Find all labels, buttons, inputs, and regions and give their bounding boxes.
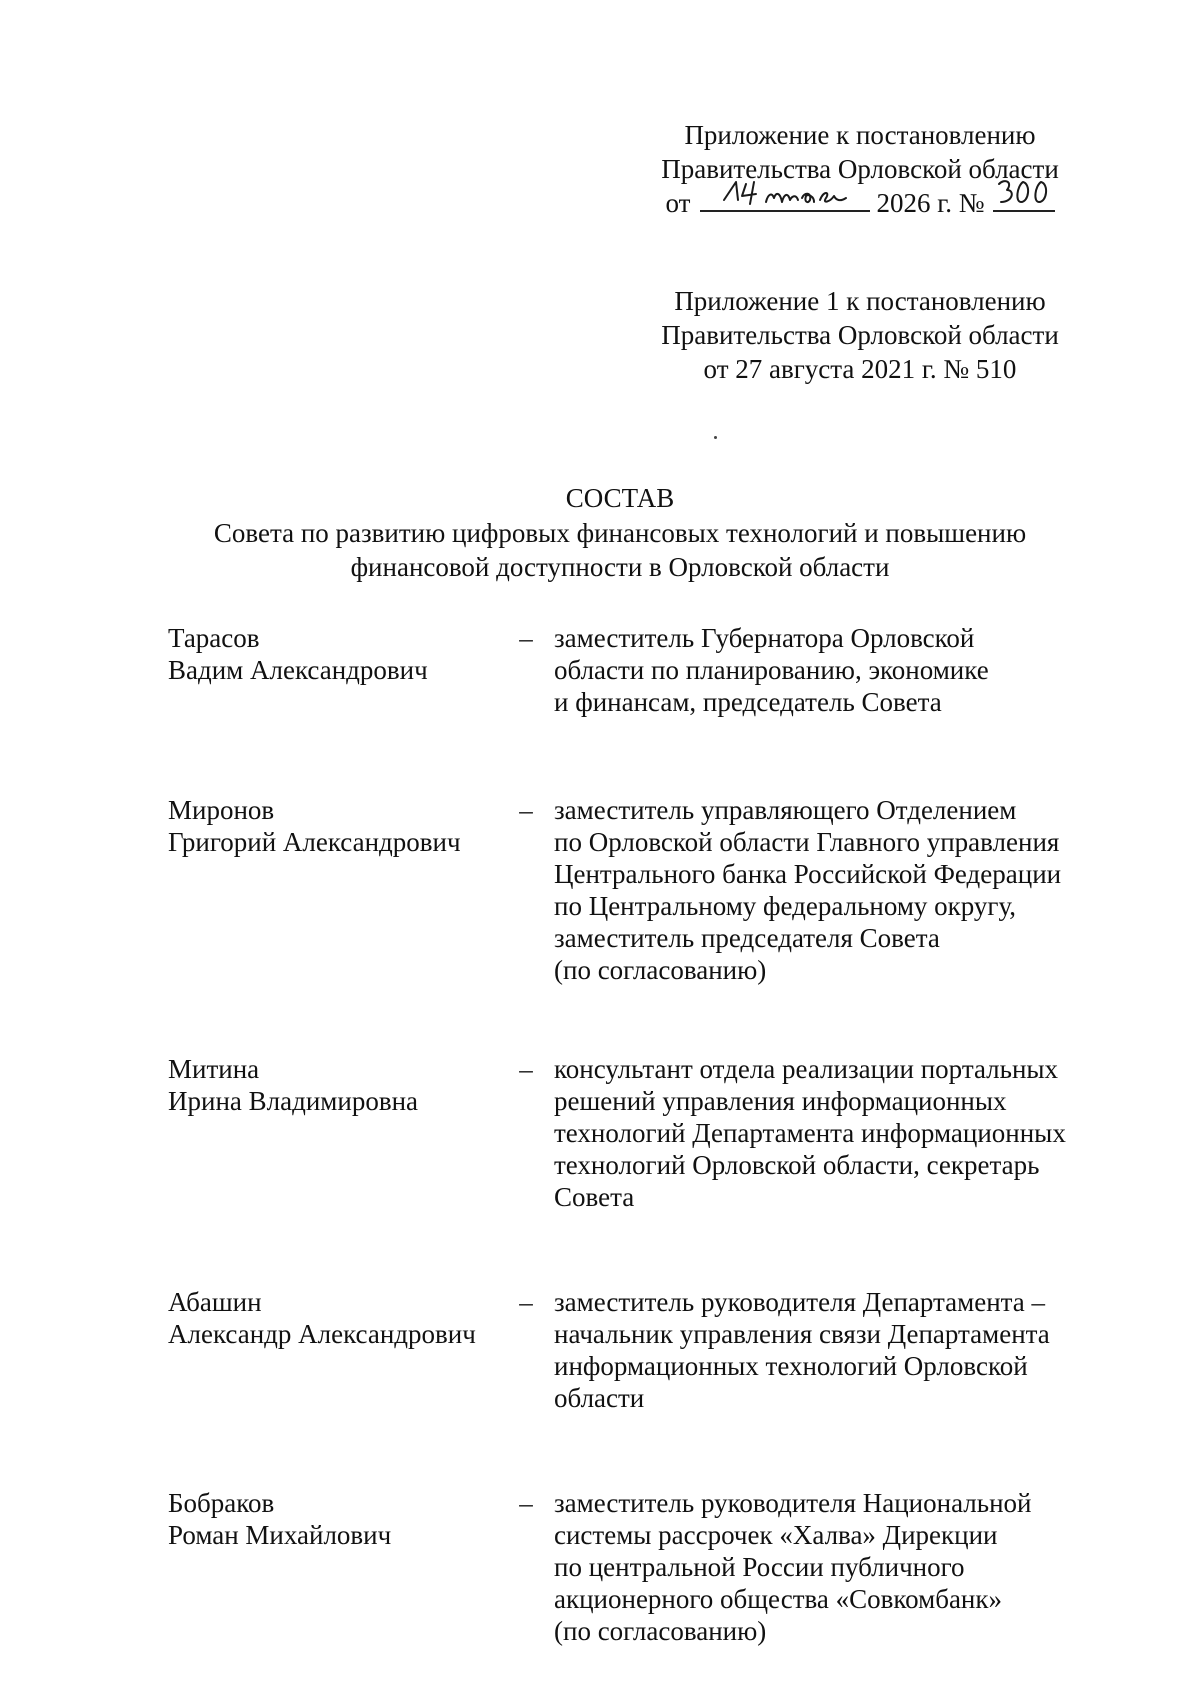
member-dash: –	[519, 1054, 533, 1084]
appendix-original-header	[600, 284, 1120, 386]
handwritten-number-field	[993, 210, 1055, 212]
heading-title: СОСТАВ	[565, 483, 675, 513]
member-given-names: Роман Михайлович	[168, 1520, 392, 1550]
member-name	[168, 1487, 508, 1551]
member-role: консультант отдела реализации портальных решений управления информационных технологий Департамента информационных технологий Орловской области, секретарь Совета	[554, 1054, 1066, 1212]
member-name	[168, 1286, 508, 1350]
member-surname: Абашин	[168, 1287, 262, 1317]
member-given-names: Ирина Владимировна	[168, 1086, 419, 1116]
scan-speck	[714, 436, 717, 439]
member-surname: Бобраков	[168, 1488, 275, 1518]
member-name	[168, 622, 508, 686]
member-surname: Тарасов	[168, 623, 260, 653]
member-surname: Миронов	[168, 795, 275, 825]
member-entry	[168, 1053, 1128, 1213]
member-name	[168, 794, 508, 858]
member-role: заместитель руководителя Национальной системы рассрочек «Халва» Дирекции по центральной России публичного акционерного общества «Совкомбанк» (по согласованию)	[554, 1488, 1032, 1646]
member-dash: –	[519, 623, 533, 653]
member-dash: –	[519, 1287, 533, 1317]
appendix-original-line3: от 27 августа 2021 г. № 510	[703, 354, 1017, 384]
handwritten-number-signature	[993, 172, 1055, 212]
member-entry	[168, 794, 1128, 986]
member-dash: –	[519, 795, 533, 825]
member-entry	[168, 622, 1128, 718]
from-label: от	[665, 188, 691, 218]
member-entry	[168, 1487, 1128, 1647]
member-role: заместитель Губернатора Орловской области по планированию, экономике и финансам, председатель Совета	[554, 623, 989, 717]
handwritten-date-field	[700, 210, 870, 212]
appendix-current-line2: Правительства Орловской области	[661, 154, 1059, 184]
document-heading	[160, 481, 1080, 584]
appendix-current-header	[600, 118, 1120, 220]
member-name	[168, 1053, 508, 1117]
appendix-current-line1: Приложение к постановлению	[684, 120, 1036, 150]
appendix-current-date-line	[600, 186, 1120, 220]
year-number-label: 2026 г. №	[876, 188, 985, 218]
member-given-names: Вадим Александрович	[168, 655, 428, 685]
member-role: заместитель руководителя Департамента – начальник управления связи Департамента информационных технологий Орловской области	[554, 1287, 1050, 1413]
heading-subtitle: Совета по развитию цифровых финансовых технологий и повышению финансовой доступности в Орловской области	[213, 518, 1027, 582]
member-entry	[168, 1286, 1128, 1414]
handwritten-date-signature	[700, 172, 870, 212]
member-given-names: Александр Александрович	[168, 1319, 476, 1349]
appendix-original-line2: Правительства Орловской области	[661, 320, 1059, 350]
member-given-names: Григорий Александрович	[168, 827, 461, 857]
members-list	[168, 622, 1128, 1647]
member-role: заместитель управляющего Отделением по Орловской области Главного управления Центрального банка Российской Федерации по Центральному федеральному округу, заместитель председателя Совета (по согласованию)	[554, 795, 1062, 985]
member-dash: –	[519, 1488, 533, 1518]
member-surname: Митина	[168, 1054, 260, 1084]
appendix-original-line1: Приложение 1 к постановлению	[674, 286, 1046, 316]
